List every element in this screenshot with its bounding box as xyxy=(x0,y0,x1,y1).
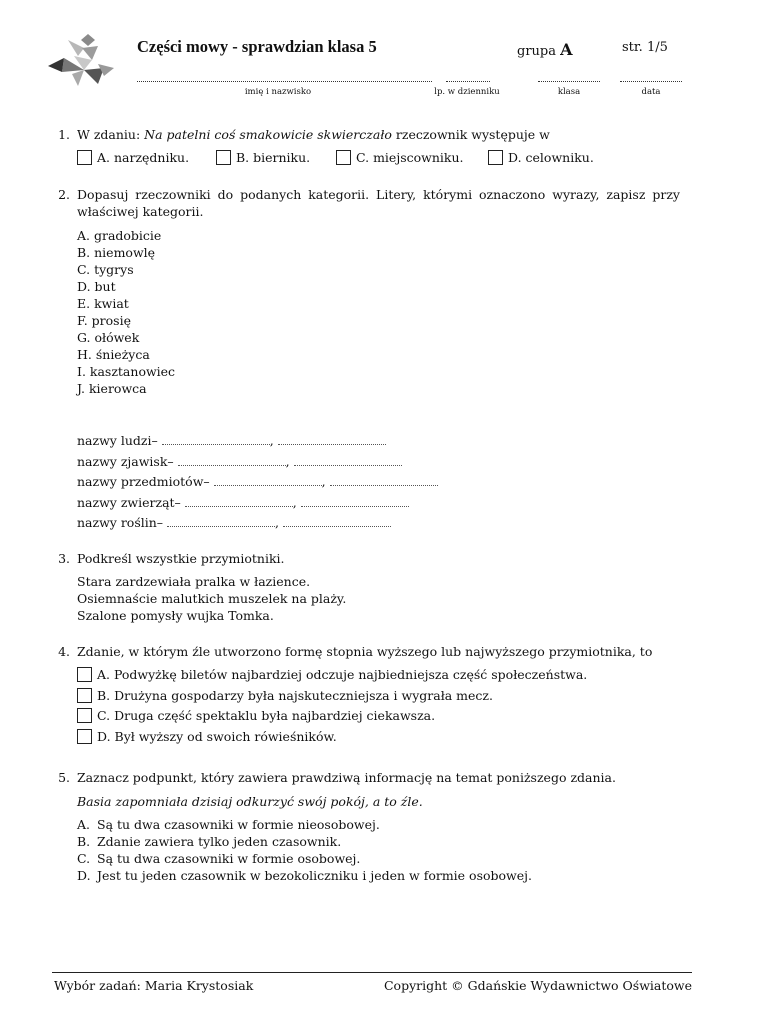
answer-blank[interactable] xyxy=(278,432,386,445)
option-label: B. Drużyna gospodarzy była najskuteczniejsza i wygrała mecz. xyxy=(97,688,493,703)
q4-option-a[interactable] xyxy=(77,667,587,682)
option-label: Zdanie zawiera tylko jeden czasownik. xyxy=(97,834,342,849)
q4-option-b[interactable] xyxy=(77,688,493,703)
checkbox[interactable] xyxy=(77,150,92,165)
date-field-label: data xyxy=(641,87,661,97)
category-label: nazwy ludzi– xyxy=(77,433,158,448)
class-field-label: klasa xyxy=(557,87,581,97)
q5-option-c[interactable] xyxy=(77,850,532,867)
group-value: A xyxy=(560,40,573,59)
q1-option-d[interactable] xyxy=(488,150,594,165)
separator: , xyxy=(269,433,274,448)
question-number: 3. xyxy=(58,551,70,566)
checkbox[interactable] xyxy=(336,150,351,165)
sentence[interactable]: Stara zardzewiała pralka w łazience. xyxy=(77,574,311,589)
question-1 xyxy=(58,126,680,143)
name-field-label: imię i nazwisko xyxy=(244,87,312,97)
option-letter: B. xyxy=(77,834,91,849)
q5-option-a[interactable] xyxy=(77,816,532,833)
option-letter: A. xyxy=(77,817,91,832)
q4-option-d[interactable] xyxy=(77,729,337,744)
list-item: G. ołówek xyxy=(77,330,140,345)
answer-blank[interactable] xyxy=(214,473,322,486)
option-label: C. miejscowniku. xyxy=(356,150,464,165)
checkbox[interactable] xyxy=(77,667,92,682)
list-item: B. niemowlę xyxy=(77,245,156,260)
footer-divider xyxy=(52,972,692,973)
question-text: Dopasuj rzeczowniki do podanych kategorii. Litery, którymi oznaczono wyrazy, zapisz przy właściwej kategorii. xyxy=(77,187,680,219)
page-number: str. 1/5 xyxy=(622,40,668,55)
q4-option-c[interactable] xyxy=(77,708,435,723)
answer-blank[interactable] xyxy=(162,432,270,445)
question-4 xyxy=(58,643,680,660)
category-label: nazwy roślin– xyxy=(77,515,164,530)
q1-option-c[interactable] xyxy=(336,150,463,165)
q5-option-b[interactable] xyxy=(77,833,532,850)
checkbox[interactable] xyxy=(77,729,92,744)
answer-blank[interactable] xyxy=(294,453,402,466)
answer-blank[interactable] xyxy=(301,494,409,507)
question-text: Podkreśl wszystkie przymiotniki. xyxy=(77,551,285,566)
name-field-line[interactable] xyxy=(137,71,432,82)
quoted-sentence xyxy=(77,793,423,810)
register-number-field-label: lp. w dzienniku xyxy=(434,87,500,97)
answer-blank[interactable] xyxy=(167,514,275,527)
sentence[interactable]: Szalone pomysły wujka Tomka. xyxy=(77,608,274,623)
option-label: Są tu dwa czasowniki w formie osobowej. xyxy=(97,851,361,866)
question-text: Zaznacz podpunkt, który zawiera prawdziwą informację na temat poniższego zdania. xyxy=(77,770,616,785)
question-3 xyxy=(58,550,680,567)
list-item: F. prosię xyxy=(77,313,131,328)
category-people-row xyxy=(77,431,386,451)
option-label: D. Był wyższy od swoich rówieśników. xyxy=(97,729,337,744)
question-2 xyxy=(58,186,680,220)
checkbox[interactable] xyxy=(77,688,92,703)
separator: , xyxy=(321,474,326,489)
category-label: nazwy przedmiotów– xyxy=(77,474,210,489)
answer-blank[interactable] xyxy=(330,473,438,486)
category-objects-row xyxy=(77,472,438,492)
checkbox[interactable] xyxy=(77,708,92,723)
separator: , xyxy=(285,454,290,469)
footer-author: Wybór zadań: Maria Krystosiak xyxy=(54,978,254,993)
answer-blank[interactable] xyxy=(178,453,286,466)
group-label: grupa xyxy=(517,44,556,59)
group-indicator xyxy=(517,40,573,59)
option-label: B. bierniku. xyxy=(236,150,311,165)
separator: , xyxy=(275,515,280,530)
option-label: A. Podwyżkę biletów najbardziej odczuje najbiedniejsza część społeczeństwa. xyxy=(97,667,588,682)
list-item: J. kierowca xyxy=(77,381,147,396)
class-field-line[interactable] xyxy=(538,71,600,82)
question-number: 2. xyxy=(58,187,70,202)
option-letter: D. xyxy=(77,868,91,883)
publisher-logo-icon xyxy=(48,34,114,88)
quoted-sentence: Na patelni coś smakowicie skwierczało xyxy=(144,127,392,142)
option-label: Są tu dwa czasowniki w formie nieosobowej. xyxy=(97,817,380,832)
category-animals-row xyxy=(77,493,409,513)
option-label: A. narzędniku. xyxy=(97,150,190,165)
checkbox[interactable] xyxy=(216,150,231,165)
option-label: Jest tu jeden czasownik w bezokoliczniku i jeden w formie osobowej. xyxy=(97,868,532,883)
sentence[interactable]: Osiemnaście malutkich muszelek na plaży. xyxy=(77,591,347,606)
list-item: E. kwiat xyxy=(77,296,129,311)
question-number: 4. xyxy=(58,644,70,659)
footer-copyright: Copyright © Gdańskie Wydawnictwo Oświatowe xyxy=(383,978,692,993)
list-item: H. śnieżyca xyxy=(77,347,150,362)
question-number: 5. xyxy=(58,770,70,785)
category-plants-row xyxy=(77,513,391,533)
page-title: Części mowy - sprawdzian klasa 5 xyxy=(137,37,377,56)
word-list xyxy=(77,227,175,397)
question-text-part: W zdaniu: xyxy=(77,127,145,142)
option-letter: C. xyxy=(77,851,91,866)
category-label: nazwy zjawisk– xyxy=(77,454,174,469)
sentence-list xyxy=(77,573,346,624)
date-field-line[interactable] xyxy=(620,71,682,82)
category-phenomena-row xyxy=(77,452,402,472)
option-label: D. celowniku. xyxy=(508,150,594,165)
list-item: D. but xyxy=(77,279,116,294)
q5-options xyxy=(77,816,532,884)
answer-blank[interactable] xyxy=(185,494,293,507)
checkbox[interactable] xyxy=(488,150,503,165)
question-5 xyxy=(58,769,680,786)
register-number-field-line[interactable] xyxy=(446,71,490,82)
question-text: Zdanie, w którym źle utworzono formę stopnia wyższego lub najwyższego przymiotnika, to xyxy=(77,644,653,659)
question-text-part: rzeczownik występuje w xyxy=(391,127,550,142)
question-number: 1. xyxy=(58,127,70,142)
question-text xyxy=(77,126,680,143)
quoted-sentence-text: Basia zapomniała dzisiaj odkurzyć swój pokój, a to źle. xyxy=(77,794,423,809)
option-label: C. Druga część spektaklu była najbardziej ciekawsza. xyxy=(97,708,436,723)
category-label: nazwy zwierząt– xyxy=(77,495,181,510)
q1-option-a[interactable] xyxy=(77,150,189,165)
q1-option-b[interactable] xyxy=(216,150,310,165)
list-item: A. gradobicie xyxy=(77,228,162,243)
separator: , xyxy=(292,495,297,510)
list-item: I. kasztanowiec xyxy=(77,364,176,379)
list-item: C. tygrys xyxy=(77,262,134,277)
answer-blank[interactable] xyxy=(283,514,391,527)
q5-option-d[interactable] xyxy=(77,867,532,884)
